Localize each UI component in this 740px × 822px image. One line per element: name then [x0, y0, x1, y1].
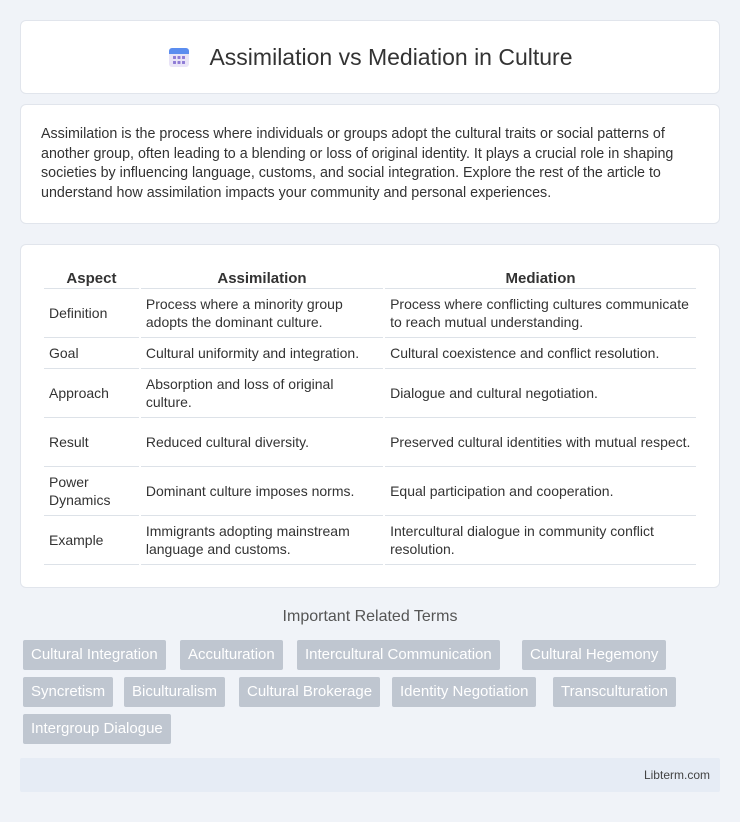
table-cell: Dominant culture imposes norms. — [141, 467, 383, 516]
table-cell: Cultural uniformity and integration. — [141, 338, 383, 369]
table-cell: Goal — [44, 338, 139, 369]
table-cell: Approach — [44, 369, 139, 418]
table-cell: Process where a minority group adopts the dominant culture. — [141, 289, 383, 338]
table-cell: Reduced cultural diversity. — [141, 418, 383, 467]
table-row — [44, 467, 696, 516]
related-term-tag[interactable]: Identity Negotiation — [392, 677, 536, 707]
table-cell: Equal participation and cooperation. — [385, 467, 696, 516]
intro-text: Assimilation is the process where individuals or groups adopt the cultural traits or social patterns of another group, often leading to a blending or loss of original identity. It plays a crucial role in shaping societies by influencing language, customs, and social integration. Explore the rest of the article to understand how assimilation impacts your community and personal experiences. — [41, 126, 674, 201]
table-cell: Immigrants adopting mainstream language and customs. — [141, 516, 383, 565]
header-card — [20, 20, 720, 94]
comparison-table-card — [20, 244, 720, 588]
related-term-tag[interactable]: Intergroup Dialogue — [23, 714, 171, 744]
table-cell: Process where conflicting cultures communicate to reach mutual understanding. — [385, 289, 696, 338]
table-row — [44, 516, 696, 565]
column-header: Assimilation — [141, 265, 383, 289]
table-cell: Definition — [44, 289, 139, 338]
table-cell: Result — [44, 418, 139, 467]
intro-card — [20, 104, 720, 224]
page-title: Assimilation vs Mediation in Culture — [209, 43, 573, 70]
related-term-tag[interactable]: Cultural Brokerage — [239, 677, 380, 707]
related-term-tag[interactable]: Intercultural Communication — [297, 640, 500, 670]
table-cell: Example — [44, 516, 139, 565]
table-cell: Absorption and loss of original culture. — [141, 369, 383, 418]
calendar-icon — [167, 45, 191, 69]
related-term-tag[interactable]: Cultural Hegemony — [522, 640, 666, 670]
related-term-tag[interactable]: Cultural Integration — [23, 640, 166, 670]
table-row — [44, 338, 696, 369]
table-cell: Cultural coexistence and conflict resolution. — [385, 338, 696, 369]
related-terms-heading: Important Related Terms — [282, 608, 458, 625]
table-row — [44, 289, 696, 338]
table-cell: Intercultural dialogue in community conflict resolution. — [385, 516, 696, 565]
table-cell: Power Dynamics — [44, 467, 139, 516]
comparison-table — [42, 265, 698, 565]
footer — [20, 758, 720, 792]
table-cell: Dialogue and cultural negotiation. — [385, 369, 696, 418]
column-header: Mediation — [385, 265, 696, 289]
table-row — [44, 369, 696, 418]
table-header-row — [44, 265, 696, 289]
related-term-tag[interactable]: Transculturation — [553, 677, 676, 707]
related-term-tag[interactable]: Syncretism — [23, 677, 113, 707]
table-cell: Preserved cultural identities with mutual respect. — [385, 418, 696, 467]
related-term-tag[interactable]: Biculturalism — [124, 677, 225, 707]
table-row — [44, 418, 696, 467]
footer-site-link[interactable]: Libterm.com — [643, 768, 710, 782]
related-term-tag[interactable]: Acculturation — [180, 640, 283, 670]
column-header: Aspect — [44, 265, 139, 289]
